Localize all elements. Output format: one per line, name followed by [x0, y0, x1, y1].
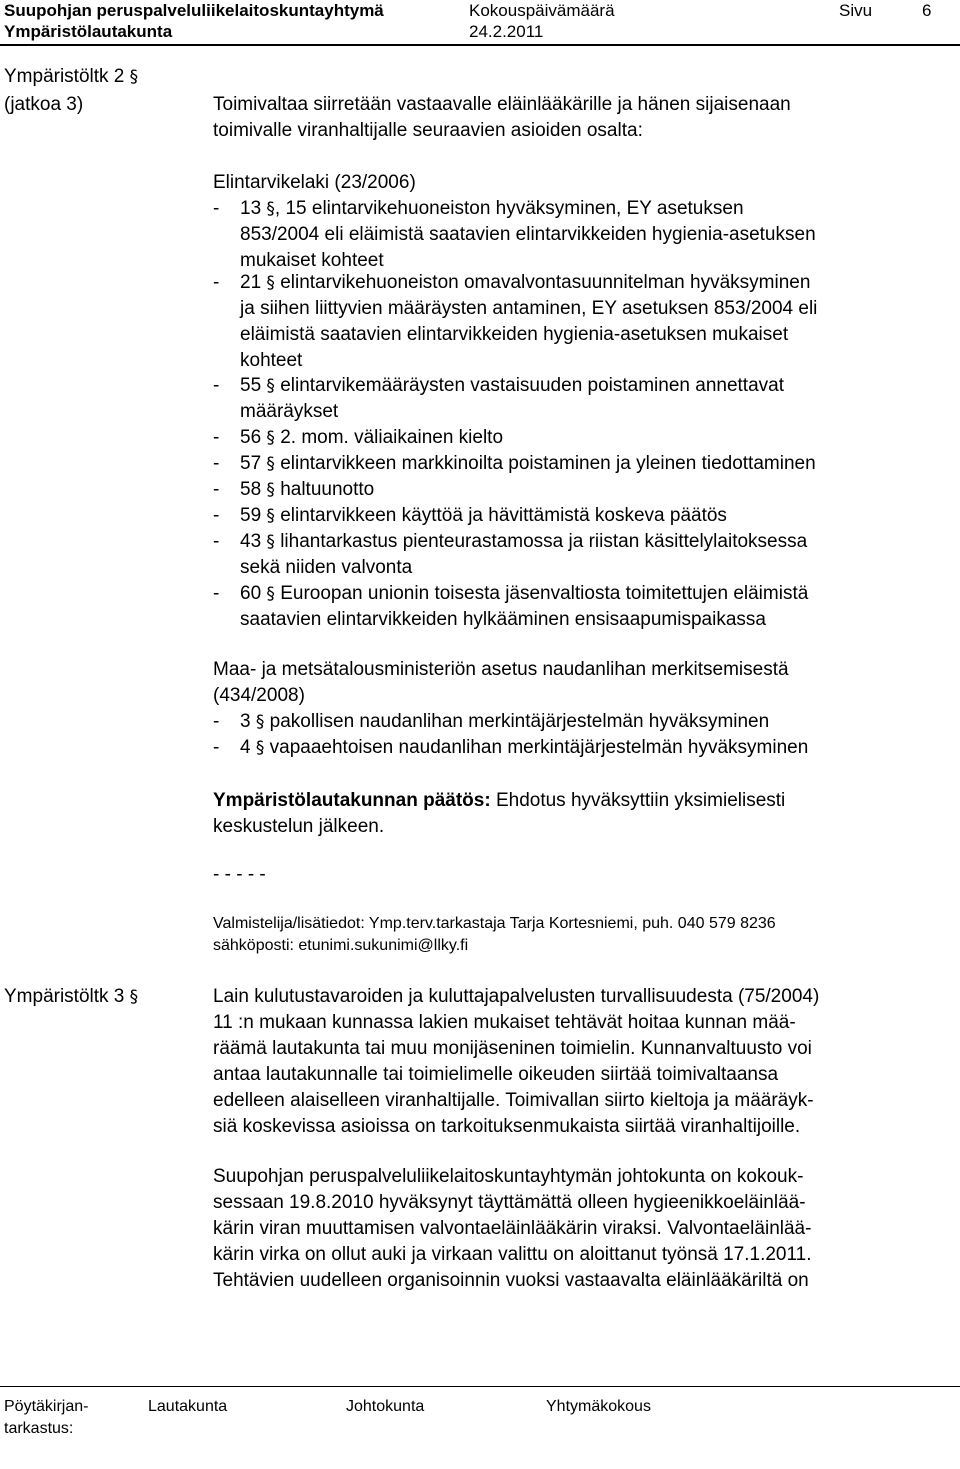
page-header [4, 0, 956, 44]
footer-rule [0, 1386, 960, 1387]
section-label: Ympäristöltk 2 § [4, 66, 139, 87]
decision: Ympäristölautakunnan päätös: Ehdotus hyväksyttiin yksimielisesti keskustelun jälkeen. [213, 790, 786, 837]
header-rule [0, 44, 960, 46]
section-sign-icon: § [129, 987, 139, 1007]
law-title: Maa- ja metsätalousministeriön asetus naudanlihan merkitsemisestä (434/2008) [213, 659, 789, 706]
meeting-date: 24.2.2011 [469, 22, 544, 41]
contact-info: Valmistelija/lisätiedot: Ymp.terv.tarkastaja Tarja Kortesniemi, puh. 040 579 8236 sähköposti: etunimi.sukunimi@llky.fi [213, 915, 776, 954]
paragraph: Lain kulutustavaroiden ja kuluttajapalvelusten turvallisuudesta (75/2004) 11 :n mukaan kunnassa lakien mukaiset tehtävät hoitaa kunnan mää- räämä lautakunta tai muu monijäseninen toimielin. Kunnanvaltuusto voi antaa lautakunnalle tai toimielimelle oikeuden siirtää toimivaltaansa edelleen alaiselleen viranhaltijalle. Toimivallan siirto kieltoja ja määräyk- siä koskevissa asioissa on tarkoituksenmukaista siirtää viranhaltijoille. [213, 986, 820, 1137]
board-name: Ympäristölautakunta [4, 22, 173, 41]
footer-review-label: Pöytäkirjan- tarkastus: [4, 1398, 89, 1437]
footer-board: Lautakunta [148, 1398, 228, 1415]
org-name: Suupohjan peruspalveluliikelaitoskuntayhtymä [4, 1, 384, 20]
section-label: Ympäristöltk 3 § [4, 986, 139, 1007]
page-label: Sivu [839, 1, 873, 20]
intro-text: Toimivaltaa siirretään vastaavalle eläinlääkärille ja hänen sijaisenaan toimivalle viranhaltijalle seuraavien asioiden osalta: [213, 94, 791, 141]
separator: - - - - - [213, 864, 266, 885]
section-sign-icon: § [129, 67, 139, 87]
continuation-label: (jatkoa 3) [4, 94, 84, 115]
footer-management: Johtokunta [346, 1398, 425, 1415]
page-number: 6 [922, 1, 932, 20]
paragraph: Suupohjan peruspalveluliikelaitoskuntayhtymän johtokunta on kokouk- sessaan 19.8.2010 hyväksynyt täyttämättä olleen hygieenikkoeläinlää- kärin viran muuttamisen valvontaeläinlääkärin viraksi. Valvontaeläinlää- kärin virka on ollut auki ja virkaan valittu on aloittanut työnsä 17.1.2011. Tehtävien uudelleen organisoinnin vuoksi vastaavalta eläinlääkäriltä on [213, 1166, 812, 1291]
law-title: Elintarvikelaki (23/2006) [213, 172, 416, 193]
decision-label: Ympäristölautakunnan päätös: [213, 790, 491, 811]
footer-assembly: Yhtymäkokous [546, 1398, 651, 1415]
meeting-date-label: Kokouspäivämäärä [469, 1, 615, 20]
